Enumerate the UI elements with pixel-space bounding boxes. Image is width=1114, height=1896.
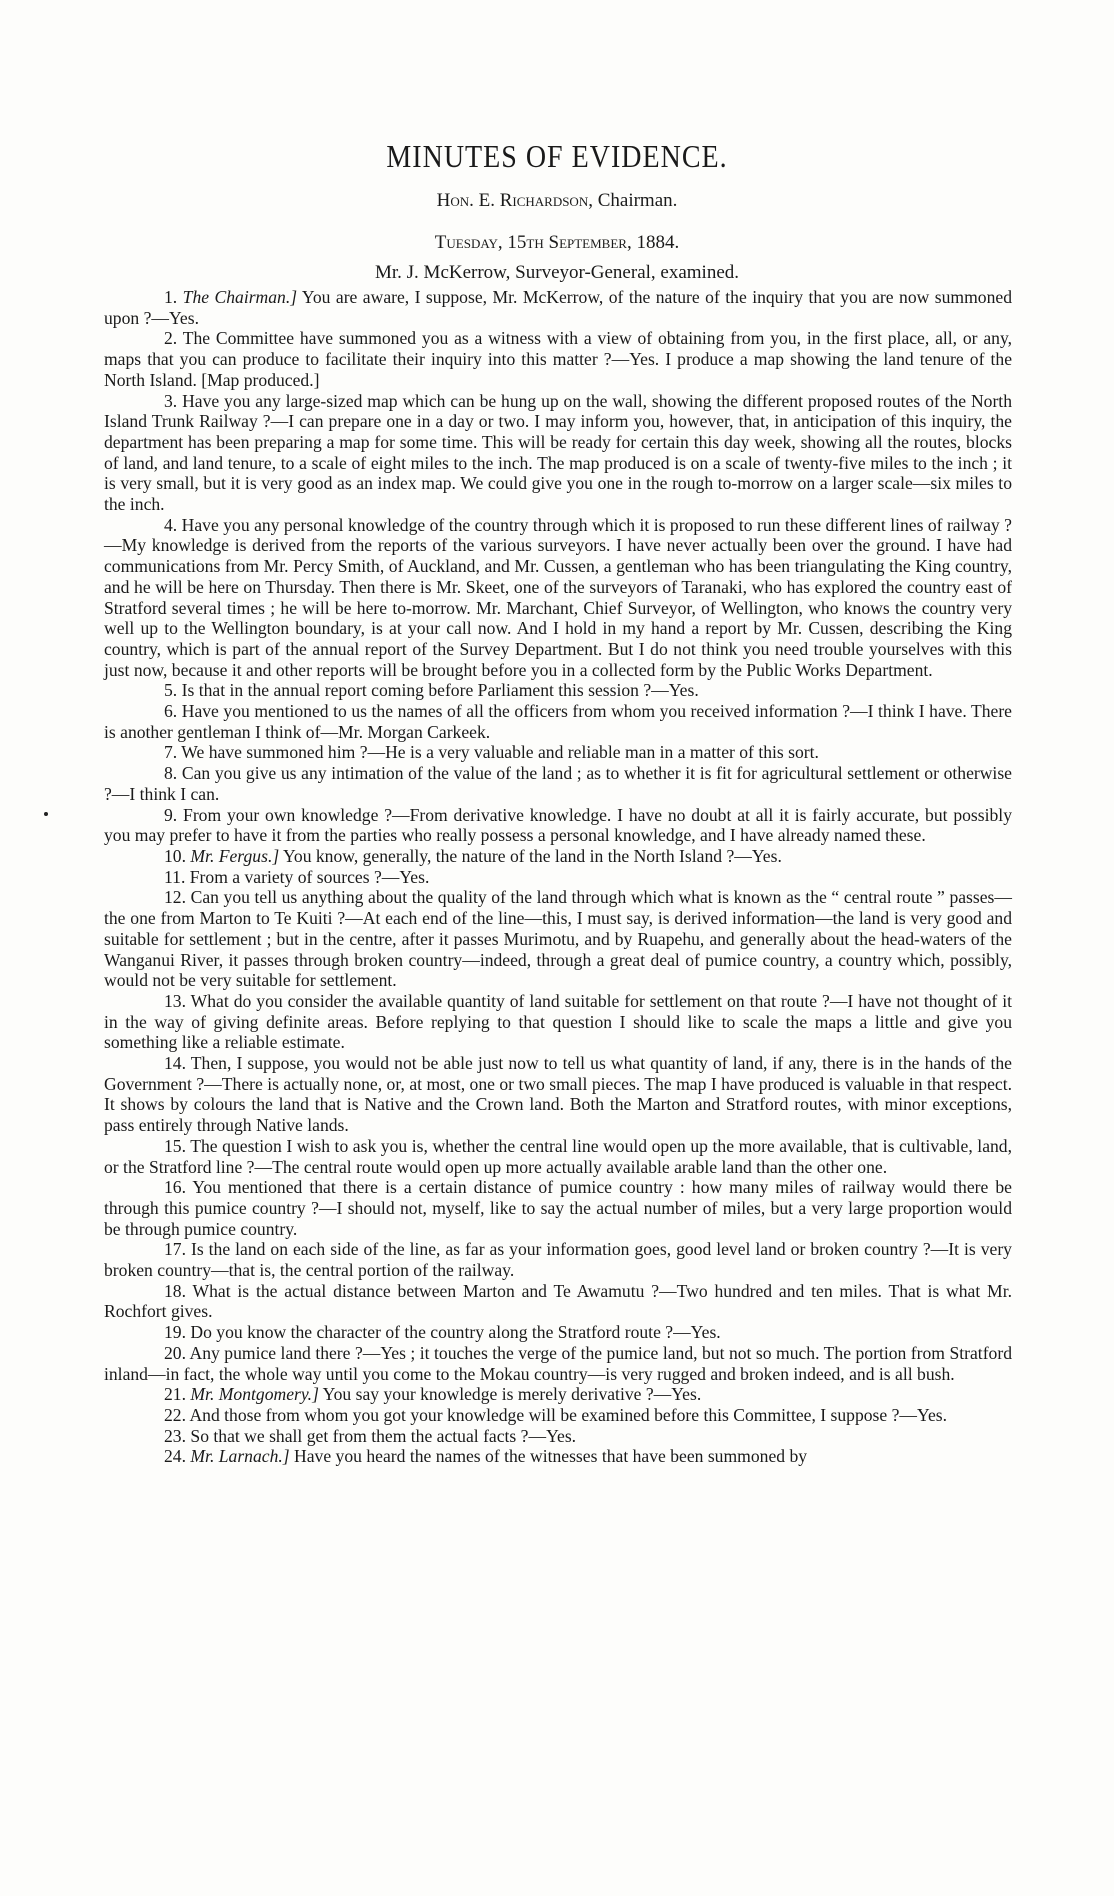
question-number: 1. xyxy=(164,287,178,307)
paragraph-text: Have you mentioned to us the names of all the officers from whom you received information ?—I think I have. There is another gentleman I think of—Mr. Morgan Carkeek. xyxy=(104,701,1012,742)
paragraph-text: Is that in the annual report coming before Parliament this session ?—Yes. xyxy=(181,680,699,701)
evidence-paragraph xyxy=(104,763,1012,804)
question-number: 10. xyxy=(164,845,186,866)
witness-line: Mr. J. McKerrow, Surveyor-General, examined. xyxy=(374,262,740,283)
evidence-paragraph xyxy=(104,701,1012,742)
session-date: Tuesday, 15th September, 1884. xyxy=(434,232,680,253)
paragraph-text: Any pumice land there ?—Yes ; it touches the verge of the pumice land, but not so much. The portion from Stratford inland—in fact, the whole way until you come to the Mokau country—is very rugged and broken indeed, and is all bush. xyxy=(104,1342,1013,1384)
question-number: 17. xyxy=(164,1239,186,1260)
evidence-paragraph xyxy=(104,1177,1012,1239)
evidence-paragraph xyxy=(104,805,1012,846)
question-number: 2. xyxy=(164,328,178,349)
paragraph-text: You say your knowledge is merely derivative ?—Yes. xyxy=(318,1384,702,1405)
paragraph-text: Do you know the character of the country along the Stratford route ?—Yes. xyxy=(190,1322,721,1343)
evidence-body xyxy=(104,287,1012,1467)
paragraph-text: You know, generally, the nature of the land in the North Island ?—Yes. xyxy=(279,845,782,866)
question-number: 4. xyxy=(164,514,178,535)
question-number: 3. xyxy=(164,390,178,411)
evidence-paragraph xyxy=(104,1053,1012,1136)
evidence-paragraph xyxy=(104,328,1012,390)
evidence-paragraph xyxy=(104,1343,1012,1384)
evidence-paragraph xyxy=(104,887,1012,991)
question-number: 20. xyxy=(164,1342,186,1363)
question-number: 19. xyxy=(164,1322,186,1343)
paragraph-text: Can you tell us anything about the quality of the land through which what is known as the “ central route ” passes—the one from Marton to Te Kuiti ?—At each end of the line—this, I must say, is derived information—the land is very good and suitable for settlement ; but in the centre, after it passes Murimotu, and by Ruapehu, and generally about the head-waters of the Wanganui River, it passes through broken country—indeed, through a great deal of pumice country, a country which, possibly, would not be very suitable for settlement. xyxy=(104,887,1012,991)
paragraph-text: From a variety of sources ?—Yes. xyxy=(189,866,430,887)
evidence-paragraph xyxy=(104,1446,1012,1467)
question-number: 5. xyxy=(164,680,178,701)
paragraph-text: The question I wish to ask you is, whether the central line would open up the more available, that is cultivable, land, or the Stratford line ?—The central route would open up more actually available arable land than the other one. xyxy=(104,1135,1012,1177)
question-number: 11. xyxy=(164,866,186,887)
question-number: 24. xyxy=(164,1446,186,1467)
paragraph-text: Then, I suppose, you would not be able just now to tell us what quantity of land, if any, there is in the hands of the Government ?—There is actually none, or, at most, one or two small pieces. The map I have produced is valuable in that respect. It shows by colours the land that is Native and the Crown land. Both the Marton and Stratford routes, with minor exceptions, pass entirely through Native lands. xyxy=(104,1053,1012,1136)
paragraph-text: Can you give us any intimation of the value of the land ; as to whether it is fit for agricultural settlement or otherwise ?—I think I can. xyxy=(104,763,1012,804)
evidence-paragraph xyxy=(104,1322,1012,1343)
evidence-paragraph xyxy=(104,1405,1012,1426)
question-number: 6. xyxy=(164,701,178,722)
paragraph-text: And those from whom you got your knowledge will be examined before this Committee, I suppose ?—Yes. xyxy=(189,1404,947,1425)
paragraph-text: We have summoned him ?—He is a very valuable and reliable man in a matter of this sort. xyxy=(181,742,819,763)
question-number: 21. xyxy=(164,1384,186,1405)
evidence-paragraph xyxy=(104,846,1012,867)
speaker-label: The Chairman.] xyxy=(182,287,298,307)
question-number: 15. xyxy=(164,1135,186,1156)
question-number: 18. xyxy=(164,1280,186,1301)
question-number: 9. xyxy=(164,804,178,825)
evidence-paragraph xyxy=(104,1384,1012,1405)
paragraph-text: You are aware, I suppose, Mr. McKerrow, of the nature of the inquiry that you are now summoned upon ?—Yes. xyxy=(104,287,1012,328)
evidence-paragraph xyxy=(104,515,1012,681)
evidence-paragraph xyxy=(104,867,1012,888)
evidence-paragraph xyxy=(104,1136,1012,1177)
question-number: 14. xyxy=(164,1053,186,1074)
paragraph-text: The Committee have summoned you as a witness with a view of obtaining from you, in the first place, all, or any, maps that you can produce to facilitate their inquiry into this matter ?—Yes. I produce a map showing the land tenure of the North Island. [Map produced.] xyxy=(104,328,1012,390)
document-title: MINUTES OF EVIDENCE. xyxy=(386,139,728,176)
question-number: 13. xyxy=(164,990,186,1011)
chairman-name: Hon. E. Richardson xyxy=(436,190,589,211)
chairman-role: , Chairman. xyxy=(588,190,678,211)
evidence-paragraph xyxy=(104,1281,1012,1322)
paragraph-text: So that we shall get from them the actual facts ?—Yes. xyxy=(190,1425,577,1446)
paragraph-text: Is the land on each side of the line, as far as your information goes, good level land or broken country ?—It is very broken country—that is, the central portion of the railway. xyxy=(104,1239,1012,1281)
speaker-label: Mr. Fergus.] xyxy=(190,845,280,866)
question-number: 22. xyxy=(164,1404,186,1425)
paragraph-text: From your own knowledge ?—From derivative knowledge. I have no doubt at all it is fairly accurate, but possibly you may prefer to have it from the parties who really possess a personal knowledge, and I have already named these. xyxy=(104,804,1012,846)
question-number: 8. xyxy=(164,763,178,784)
paragraph-text: What is the actual distance between Marton and Te Awamutu ?—Two hundred and ten miles. That is what Mr. Rochfort gives. xyxy=(104,1280,1012,1322)
evidence-paragraph xyxy=(104,1239,1012,1280)
evidence-paragraph xyxy=(104,742,1012,763)
evidence-paragraph xyxy=(104,680,1012,701)
chairman-line xyxy=(0,190,1114,212)
evidence-paragraph xyxy=(104,391,1012,515)
paragraph-text: Have you any large-sized map which can be hung up on the wall, showing the different proposed routes of the North Island Trunk Railway ?—I can prepare one in a day or two. I may inform you, however, that, in anticipation of this inquiry, the department has been preparing a map for some time. This will be ready for certain this day week, showing all the routes, blocks of land, and land tenure, to a scale of eight miles to the inch. The map produced is on a scale of twenty-five miles to the inch ; it is very small, but it is very good as an index map. We could give you one in the rough to-morrow on a larger scale—six miles to the inch. xyxy=(104,390,1012,515)
paragraph-text: You mentioned that there is a certain distance of pumice country : how many miles of railway would there be through this pumice country ?—I should not, myself, like to say the actual number of miles, but a very large proportion would be through pumice country. xyxy=(104,1177,1012,1239)
question-number: 7. xyxy=(164,742,178,763)
paragraph-text: Have you any personal knowledge of the country through which it is proposed to run these different lines of railway ?—My knowledge is derived from the reports of the various surveyors. I have never actually been over the ground. I have had communications from Mr. Percy Smith, of Auckland, and Mr. Cussen, a gentleman who has been triangulating the King country, and he will be here on Thursday. Then there is Mr. Skeet, one of the surveyors of Taranaki, who has explored the country east of Stratford several times ; he will be here to-morrow. Mr. Marchant, Chief Surveyor, of Wellington, who knows the country very well up to the Wellington boundary, is at your call now. And I hold in my hand a report by Mr. Cussen, describing the King country, which is part of the annual report of the Survey Department. But I do not think you need trouble yourselves with this just now, because it and other reports will be brought before you in a collected form by the Public Works Department. xyxy=(104,514,1012,680)
evidence-paragraph xyxy=(104,1426,1012,1447)
question-number: 23. xyxy=(164,1425,186,1446)
question-number: 16. xyxy=(164,1177,186,1198)
evidence-paragraph xyxy=(104,991,1012,1053)
paragraph-text: What do you consider the available quantity of land suitable for settlement on that route ?—I have not thought of it in the way of giving definite areas. Before replying to that question I should like to scale the maps a little and give you something like a reliable estimate. xyxy=(104,990,1012,1053)
evidence-paragraph xyxy=(104,287,1012,328)
question-number: 12. xyxy=(164,887,186,908)
speaker-label: Mr. Larnach.] xyxy=(190,1446,290,1467)
stray-mark xyxy=(44,812,48,816)
speaker-label: Mr. Montgomery.] xyxy=(190,1384,319,1405)
paragraph-text: Have you heard the names of the witnesses that have been summoned by xyxy=(289,1446,808,1467)
